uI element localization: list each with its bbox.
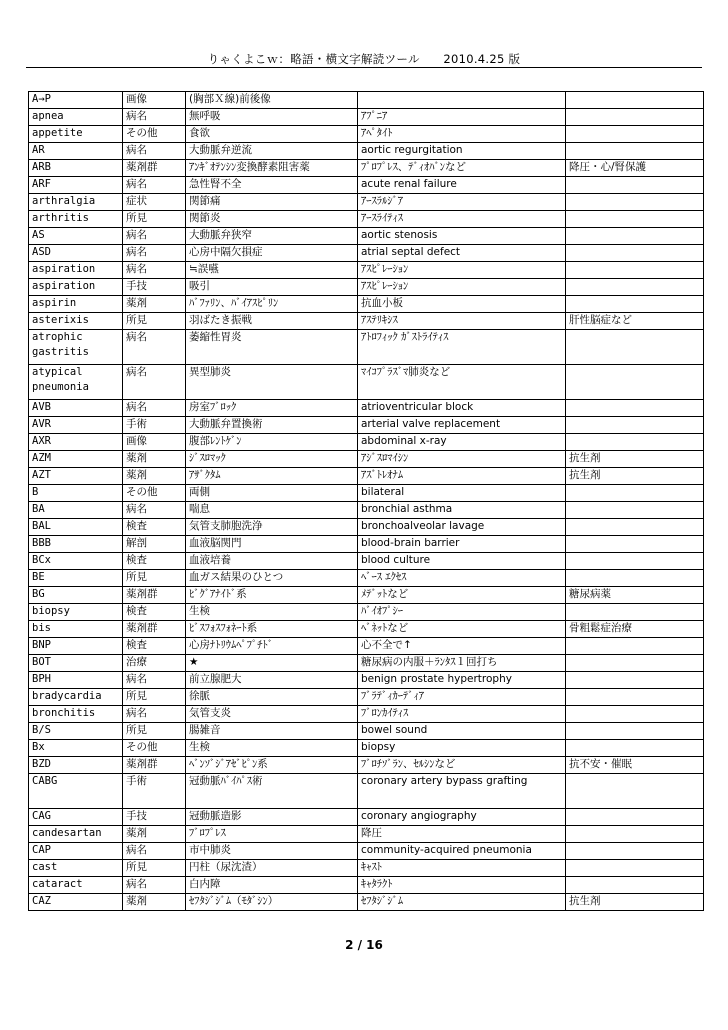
note-cell <box>566 177 704 194</box>
category-cell: 所見 <box>123 570 186 587</box>
note-cell <box>566 126 704 143</box>
abbreviation-cell: CABG <box>29 774 123 809</box>
table-row <box>29 570 704 587</box>
category-cell: その他 <box>123 485 186 502</box>
abbreviation-cell: B/S <box>29 723 123 740</box>
category-cell: 病名 <box>123 672 186 689</box>
japanese-term-cell: 前立腺肥大 <box>186 672 358 689</box>
reading-cell: aortic stenosis <box>358 228 566 245</box>
note-cell <box>566 689 704 706</box>
category-cell: 薬剤 <box>123 468 186 485</box>
category-cell: 病名 <box>123 502 186 519</box>
reading-cell <box>358 92 566 109</box>
table-row <box>29 160 704 177</box>
reading-cell: ｱｼﾞｽﾛﾏｲｼﾝ <box>358 451 566 468</box>
table-row <box>29 757 704 774</box>
abbreviation-cell: AZM <box>29 451 123 468</box>
abbreviation-cell: CAZ <box>29 894 123 911</box>
japanese-term-cell: ｾﾌﾀｼﾞｼﾞﾑ（ﾓﾀﾞｼﾝ） <box>186 894 358 911</box>
category-cell: 薬剤 <box>123 894 186 911</box>
note-cell <box>566 877 704 894</box>
reading-cell: benign prostate hypertrophy <box>358 672 566 689</box>
abbreviation-cell: CAG <box>29 809 123 826</box>
reading-cell: blood culture <box>358 553 566 570</box>
japanese-term-cell: ｱｻﾞｸﾀﾑ <box>186 468 358 485</box>
abbreviation-cell: B <box>29 485 123 502</box>
abbreviation-cell: AVB <box>29 400 123 417</box>
category-cell: 薬剤群 <box>123 621 186 638</box>
table-row <box>29 502 704 519</box>
table-row <box>29 536 704 553</box>
abbreviation-cell: BG <box>29 587 123 604</box>
category-cell: 解剖 <box>123 536 186 553</box>
header-rule <box>26 67 702 68</box>
abbreviation-cell: appetite <box>29 126 123 143</box>
table-row <box>29 655 704 672</box>
note-cell <box>566 434 704 451</box>
table-row <box>29 723 704 740</box>
japanese-term-cell: 吸引 <box>186 279 358 296</box>
japanese-term-cell: (胸部Ｘ線)前後像 <box>186 92 358 109</box>
category-cell: 手術 <box>123 774 186 809</box>
table-row <box>29 451 704 468</box>
japanese-term-cell: ﾍﾞﾝｿﾞｼﾞｱｾﾞﾋﾟﾝ系 <box>186 757 358 774</box>
reading-cell: ﾌﾟﾛﾌﾟﾚｽ、ﾃﾞｨｵﾊﾞﾝなど <box>358 160 566 177</box>
abbreviation-cell: BZD <box>29 757 123 774</box>
category-cell: 病名 <box>123 109 186 126</box>
note-cell: 抗不安・催眠 <box>566 757 704 774</box>
japanese-term-cell: 生検 <box>186 740 358 757</box>
japanese-term-cell: 腸雑音 <box>186 723 358 740</box>
note-cell <box>566 92 704 109</box>
reading-cell: atrial septal defect <box>358 245 566 262</box>
abbreviation-cell: arthralgia <box>29 194 123 211</box>
note-cell <box>566 570 704 587</box>
table-row <box>29 400 704 417</box>
table-row <box>29 860 704 877</box>
glossary-table <box>28 91 704 911</box>
reading-cell: ｱｽﾋﾟﾚｰｼｮﾝ <box>358 279 566 296</box>
reading-cell: ｱﾍﾟﾀｲﾄ <box>358 126 566 143</box>
table-row <box>29 211 704 228</box>
reading-cell: ﾊﾞｲｵﾌﾟｼｰ <box>358 604 566 621</box>
note-cell: 抗生剤 <box>566 894 704 911</box>
abbreviation-cell: A→P <box>29 92 123 109</box>
abbreviation-cell: ARF <box>29 177 123 194</box>
abbreviation-cell: aspiration <box>29 262 123 279</box>
note-cell <box>566 211 704 228</box>
japanese-term-cell: 萎縮性胃炎 <box>186 330 358 365</box>
abbreviation-cell: bronchitis <box>29 706 123 723</box>
note-cell: 降圧・心/腎保護 <box>566 160 704 177</box>
japanese-term-cell: ｱﾝｷﾞｵﾃﾝｼﾝ変換酵素阻害薬 <box>186 160 358 177</box>
note-cell <box>566 723 704 740</box>
reading-cell: blood-brain barrier <box>358 536 566 553</box>
category-cell: 所見 <box>123 211 186 228</box>
japanese-term-cell: 心房中隔欠損症 <box>186 245 358 262</box>
note-cell <box>566 774 704 809</box>
table-row <box>29 194 704 211</box>
category-cell: 手技 <box>123 279 186 296</box>
japanese-term-cell: 食欲 <box>186 126 358 143</box>
table-row <box>29 245 704 262</box>
japanese-term-cell: 急性腎不全 <box>186 177 358 194</box>
document-title: りゃくよこｗ：略語・横文字解読ツール 2010.4.25 版 <box>207 52 521 66</box>
table-row <box>29 689 704 706</box>
reading-cell: biopsy <box>358 740 566 757</box>
abbreviation-cell: biopsy <box>29 604 123 621</box>
note-cell <box>566 262 704 279</box>
table-row <box>29 177 704 194</box>
note-cell: 糖尿病薬 <box>566 587 704 604</box>
category-cell: 病名 <box>123 400 186 417</box>
table-row <box>29 706 704 723</box>
category-cell: 病名 <box>123 177 186 194</box>
note-cell <box>566 279 704 296</box>
category-cell: 薬剤 <box>123 826 186 843</box>
table-row <box>29 621 704 638</box>
note-cell: 骨粗鬆症治療 <box>566 621 704 638</box>
table-row <box>29 740 704 757</box>
reading-cell: bowel sound <box>358 723 566 740</box>
reading-cell: arterial valve replacement <box>358 417 566 434</box>
abbreviation-cell: bis <box>29 621 123 638</box>
reading-cell: community-acquired pneumonia <box>358 843 566 860</box>
table-row <box>29 279 704 296</box>
table-row <box>29 604 704 621</box>
reading-cell: aortic regurgitation <box>358 143 566 160</box>
abbreviation-cell: BAL <box>29 519 123 536</box>
note-cell: 抗生剤 <box>566 451 704 468</box>
category-cell: 病名 <box>123 706 186 723</box>
category-cell: 薬剤群 <box>123 587 186 604</box>
japanese-term-cell: 心房ﾅﾄﾘｳﾑﾍﾟﾌﾟﾁﾄﾞ <box>186 638 358 655</box>
glossary-body <box>29 92 704 911</box>
reading-cell: ｱﾌﾟﾆｱ <box>358 109 566 126</box>
category-cell: 病名 <box>123 877 186 894</box>
reading-cell: ｷｬﾀﾗｸﾄ <box>358 877 566 894</box>
page-number: 2 / 16 <box>345 938 383 952</box>
note-cell <box>566 365 704 400</box>
category-cell: その他 <box>123 126 186 143</box>
note-cell <box>566 330 704 365</box>
japanese-term-cell: ≒誤嚥 <box>186 262 358 279</box>
table-row <box>29 365 704 400</box>
page-header <box>0 51 728 67</box>
abbreviation-cell: arthritis <box>29 211 123 228</box>
abbreviation-cell: asterixis <box>29 313 123 330</box>
reading-cell: atrioventricular block <box>358 400 566 417</box>
abbreviation-cell: Bx <box>29 740 123 757</box>
japanese-term-cell: 市中肺炎 <box>186 843 358 860</box>
category-cell: 薬剤 <box>123 451 186 468</box>
note-cell: 抗生剤 <box>566 468 704 485</box>
category-cell: 病名 <box>123 262 186 279</box>
category-cell: その他 <box>123 740 186 757</box>
note-cell <box>566 843 704 860</box>
japanese-term-cell: 血液培養 <box>186 553 358 570</box>
reading-cell: coronary artery bypass grafting <box>358 774 566 809</box>
note-cell: 肝性脳症など <box>566 313 704 330</box>
note-cell <box>566 400 704 417</box>
reading-cell: ｱｽﾃﾘｷｼｽ <box>358 313 566 330</box>
category-cell: 手術 <box>123 417 186 434</box>
note-cell <box>566 109 704 126</box>
category-cell: 病名 <box>123 843 186 860</box>
reading-cell: 抗血小板 <box>358 296 566 313</box>
reading-cell: ﾌﾞﾛﾝｶｲﾃｨｽ <box>358 706 566 723</box>
category-cell: 検査 <box>123 519 186 536</box>
reading-cell: ｱｽﾋﾟﾚｰｼｮﾝ <box>358 262 566 279</box>
japanese-term-cell: 房室ﾌﾞﾛｯｸ <box>186 400 358 417</box>
category-cell: 治療 <box>123 655 186 672</box>
table-row <box>29 843 704 860</box>
note-cell <box>566 143 704 160</box>
japanese-term-cell: 気管支肺胞洗浄 <box>186 519 358 536</box>
reading-cell: abdominal x-ray <box>358 434 566 451</box>
category-cell: 画像 <box>123 434 186 451</box>
japanese-term-cell: 異型肺炎 <box>186 365 358 400</box>
category-cell: 検査 <box>123 553 186 570</box>
table-row <box>29 774 704 809</box>
abbreviation-cell: bradycardia <box>29 689 123 706</box>
category-cell: 所見 <box>123 313 186 330</box>
abbreviation-cell: candesartan <box>29 826 123 843</box>
category-cell: 所見 <box>123 689 186 706</box>
japanese-term-cell: 円柱（尿沈渣） <box>186 860 358 877</box>
abbreviation-cell: ARB <box>29 160 123 177</box>
reading-cell: ｱｽﾞﾄﾚｵﾅﾑ <box>358 468 566 485</box>
note-cell <box>566 809 704 826</box>
category-cell: 検査 <box>123 604 186 621</box>
japanese-term-cell: ﾋﾞｽﾌｫｽﾌｫﾈｰﾄ系 <box>186 621 358 638</box>
category-cell: 病名 <box>123 245 186 262</box>
table-row <box>29 638 704 655</box>
abbreviation-cell: BA <box>29 502 123 519</box>
japanese-term-cell: 大動脈弁狭窄 <box>186 228 358 245</box>
note-cell <box>566 296 704 313</box>
table-row <box>29 143 704 160</box>
abbreviation-cell: cast <box>29 860 123 877</box>
category-cell: 検査 <box>123 638 186 655</box>
japanese-term-cell: 無呼吸 <box>186 109 358 126</box>
category-cell: 病名 <box>123 365 186 400</box>
reading-cell: 降圧 <box>358 826 566 843</box>
category-cell: 病名 <box>123 143 186 160</box>
japanese-term-cell: 血ガス結果のひとつ <box>186 570 358 587</box>
note-cell <box>566 228 704 245</box>
table-row <box>29 330 704 365</box>
note-cell <box>566 706 704 723</box>
reading-cell: 糖尿病の内服＋ﾗﾝﾀｽ１回打ち <box>358 655 566 672</box>
reading-cell: ﾒﾃﾞｯﾄなど <box>358 587 566 604</box>
note-cell <box>566 860 704 877</box>
abbreviation-cell: aspirin <box>29 296 123 313</box>
category-cell: 所見 <box>123 860 186 877</box>
note-cell <box>566 194 704 211</box>
note-cell <box>566 604 704 621</box>
japanese-term-cell: 関節炎 <box>186 211 358 228</box>
note-cell <box>566 417 704 434</box>
note-cell <box>566 672 704 689</box>
japanese-term-cell: 冠動脈ﾊﾞｲﾊﾟｽ術 <box>186 774 358 809</box>
japanese-term-cell: 大動脈弁逆流 <box>186 143 358 160</box>
note-cell <box>566 519 704 536</box>
table-row <box>29 296 704 313</box>
abbreviation-cell: apnea <box>29 109 123 126</box>
japanese-term-cell: 大動脈弁置換術 <box>186 417 358 434</box>
abbreviation-cell: BPH <box>29 672 123 689</box>
japanese-term-cell: ﾌﾞﾛﾌﾟﾚｽ <box>186 826 358 843</box>
table-row <box>29 672 704 689</box>
reading-cell: ｱｰｽﾗｲﾃｨｽ <box>358 211 566 228</box>
abbreviation-cell: BCx <box>29 553 123 570</box>
reading-cell: ﾍﾞｰｽ ｴｸｾｽ <box>358 570 566 587</box>
abbreviation-cell: CAP <box>29 843 123 860</box>
table-row <box>29 109 704 126</box>
note-cell <box>566 638 704 655</box>
category-cell: 画像 <box>123 92 186 109</box>
category-cell: 手技 <box>123 809 186 826</box>
category-cell: 所見 <box>123 723 186 740</box>
japanese-term-cell: ★ <box>186 655 358 672</box>
table-row <box>29 262 704 279</box>
abbreviation-cell: AR <box>29 143 123 160</box>
japanese-term-cell: ｼﾞｽﾛﾏｯｸ <box>186 451 358 468</box>
category-cell: 病名 <box>123 330 186 365</box>
japanese-term-cell: 関節痛 <box>186 194 358 211</box>
reading-cell: 心不全で↑ <box>358 638 566 655</box>
japanese-term-cell: 徐脈 <box>186 689 358 706</box>
table-row <box>29 417 704 434</box>
category-cell: 薬剤群 <box>123 757 186 774</box>
table-row <box>29 553 704 570</box>
table-row <box>29 92 704 109</box>
reading-cell: ｱﾄﾛﾌｨｯｸ ｶﾞｽﾄﾗｲﾃｨｽ <box>358 330 566 365</box>
category-cell: 病名 <box>123 228 186 245</box>
japanese-term-cell: 生検 <box>186 604 358 621</box>
note-cell <box>566 826 704 843</box>
reading-cell: ﾌﾞﾗﾃﾞｨｶｰﾃﾞｨｱ <box>358 689 566 706</box>
note-cell <box>566 485 704 502</box>
table-row <box>29 228 704 245</box>
reading-cell: ﾍﾞﾈｯﾄなど <box>358 621 566 638</box>
japanese-term-cell: 気管支炎 <box>186 706 358 723</box>
table-row <box>29 809 704 826</box>
japanese-term-cell: 冠動脈造影 <box>186 809 358 826</box>
category-cell: 薬剤 <box>123 296 186 313</box>
japanese-term-cell: 羽ばたき振戦 <box>186 313 358 330</box>
note-cell <box>566 655 704 672</box>
reading-cell: bilateral <box>358 485 566 502</box>
category-cell: 症状 <box>123 194 186 211</box>
abbreviation-cell: BE <box>29 570 123 587</box>
reading-cell: ｱｰｽﾗﾙｼﾞｱ <box>358 194 566 211</box>
table-row <box>29 434 704 451</box>
reading-cell: bronchial asthma <box>358 502 566 519</box>
table-row <box>29 485 704 502</box>
note-cell <box>566 553 704 570</box>
abbreviation-cell: cataract <box>29 877 123 894</box>
japanese-term-cell: ﾊﾞﾌｧﾘﾝ、ﾊﾞｲｱｽﾋﾟﾘﾝ <box>186 296 358 313</box>
abbreviation-cell: atrophic gastritis <box>29 330 123 365</box>
abbreviation-cell: BNP <box>29 638 123 655</box>
note-cell <box>566 536 704 553</box>
note-cell <box>566 502 704 519</box>
table-row <box>29 877 704 894</box>
table-row <box>29 587 704 604</box>
japanese-term-cell: 白内障 <box>186 877 358 894</box>
abbreviation-cell: BBB <box>29 536 123 553</box>
japanese-term-cell: ﾋﾞｸﾞｱﾅｲﾄﾞ系 <box>186 587 358 604</box>
abbreviation-cell: AS <box>29 228 123 245</box>
reading-cell: bronchoalveolar lavage <box>358 519 566 536</box>
abbreviation-cell: BOT <box>29 655 123 672</box>
category-cell: 薬剤群 <box>123 160 186 177</box>
table-row <box>29 894 704 911</box>
reading-cell: ｷｬｽﾄ <box>358 860 566 877</box>
note-cell <box>566 245 704 262</box>
table-row <box>29 126 704 143</box>
table-row <box>29 468 704 485</box>
abbreviation-cell: AXR <box>29 434 123 451</box>
reading-cell: acute renal failure <box>358 177 566 194</box>
japanese-term-cell: 血液脳関門 <box>186 536 358 553</box>
japanese-term-cell: 喘息 <box>186 502 358 519</box>
abbreviation-cell: atypical pneumonia <box>29 365 123 400</box>
reading-cell: ｾﾌﾀｼﾞｼﾞﾑ <box>358 894 566 911</box>
reading-cell: ﾏｲｺﾌﾟﾗｽﾞﾏ肺炎など <box>358 365 566 400</box>
abbreviation-cell: ASD <box>29 245 123 262</box>
abbreviation-cell: AVR <box>29 417 123 434</box>
abbreviation-cell: aspiration <box>29 279 123 296</box>
japanese-term-cell: 両側 <box>186 485 358 502</box>
note-cell <box>566 740 704 757</box>
japanese-term-cell: 腹部ﾚﾝﾄｹﾞﾝ <box>186 434 358 451</box>
table-row <box>29 519 704 536</box>
reading-cell: coronary angiography <box>358 809 566 826</box>
table-row <box>29 313 704 330</box>
reading-cell: ﾌﾞﾛﾁｿﾞﾗﾝ、ｾﾙｼﾝなど <box>358 757 566 774</box>
abbreviation-cell: AZT <box>29 468 123 485</box>
table-row <box>29 826 704 843</box>
